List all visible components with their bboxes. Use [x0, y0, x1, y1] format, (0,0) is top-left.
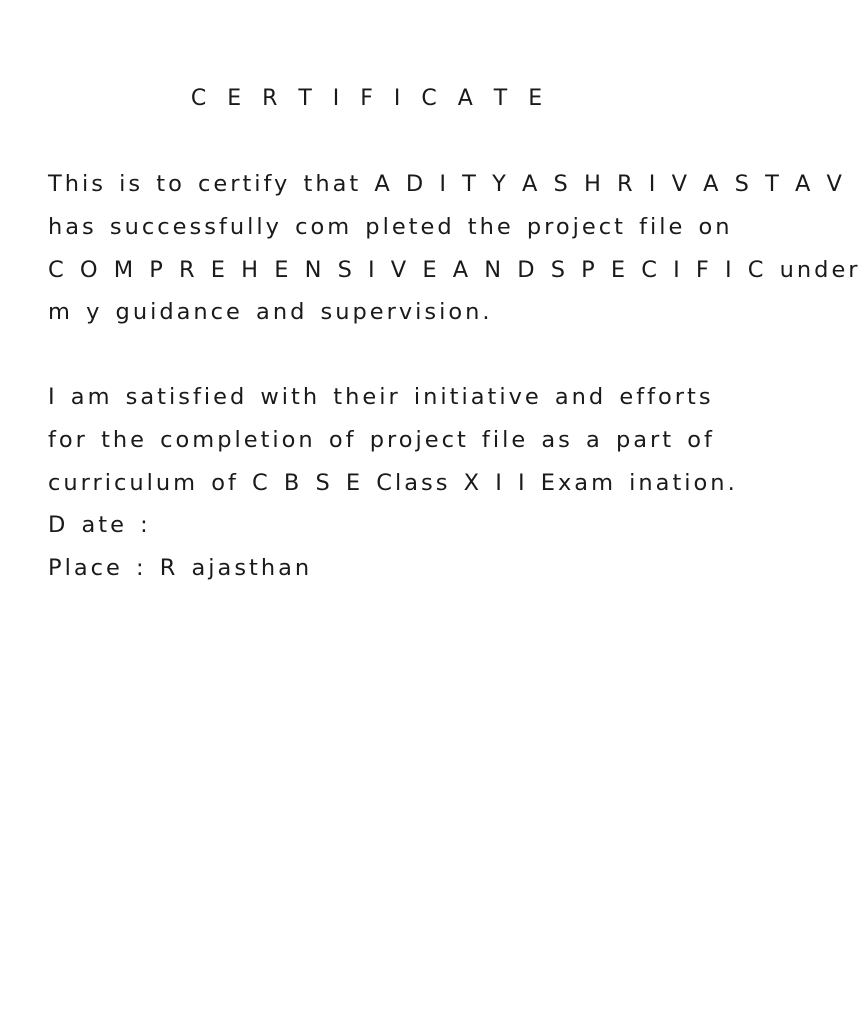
paragraph-line: has successfully com pleted the project file on	[48, 213, 733, 240]
place-label: Place :	[48, 555, 147, 582]
place-value: R ajasthan	[159, 555, 313, 582]
paragraph-line: I am satisfied with their initiative and efforts	[48, 384, 714, 410]
date-label: D ate :	[48, 512, 151, 539]
paragraph-line: for the completion of project file as a part of	[48, 426, 715, 453]
paragraph-line: C O M P R E H E N S I V E A N D S P E C I F I C under	[48, 256, 861, 283]
date-line	[48, 504, 728, 547]
certification-paragraph	[48, 163, 861, 334]
satisfaction-paragraph	[48, 376, 738, 590]
paragraph-line: m y guidance and supervision.	[48, 299, 493, 326]
paragraph-line: curriculum of C B S E Class X I I Exam ination.	[48, 469, 738, 496]
certificate-title: C E R T I F I C A T E	[190, 86, 550, 111]
paragraph-line: This is to certify that A D I T Y A S H R I V A S T A V	[48, 171, 845, 197]
place-line	[48, 547, 728, 590]
